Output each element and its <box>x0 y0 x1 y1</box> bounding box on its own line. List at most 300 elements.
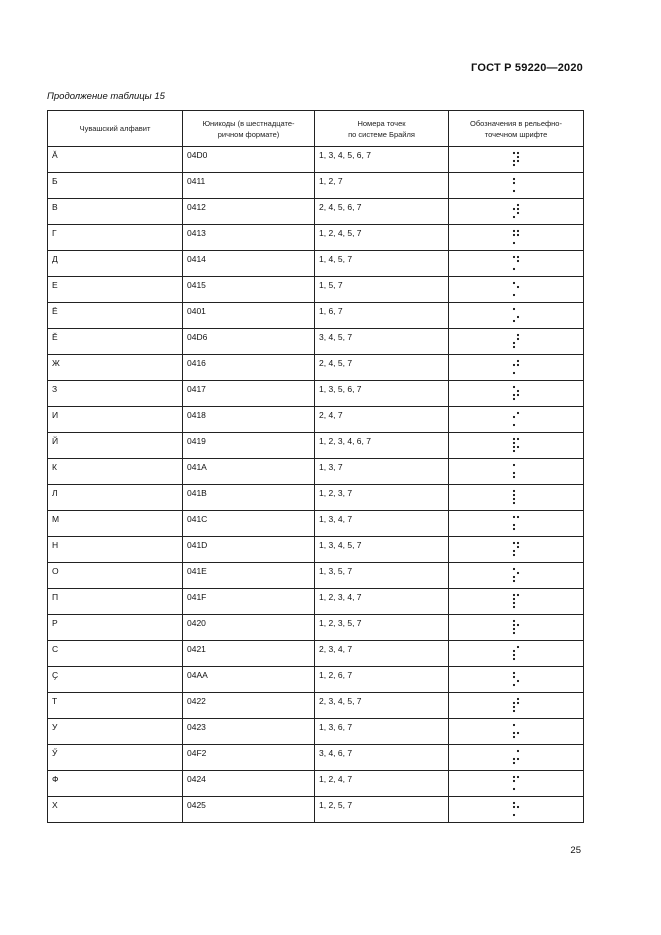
unicode-code-cell <box>183 277 315 303</box>
unicode-code-cell <box>183 667 315 693</box>
braille-dot-6 <box>517 732 519 734</box>
braille-symbol <box>512 385 520 401</box>
table-row <box>48 199 584 225</box>
letter: Г <box>52 228 57 238</box>
unicode-code: 041C <box>187 514 208 524</box>
unicode-code: 0423 <box>187 722 206 732</box>
braille-dot-numbers: 1, 2, 3, 4, 7 <box>319 592 362 602</box>
unicode-code-cell <box>183 199 315 225</box>
braille-symbol-cell <box>449 771 584 797</box>
table-row <box>48 381 584 407</box>
braille-dot-numbers-cell <box>315 381 449 407</box>
unicode-code: 0424 <box>187 774 206 784</box>
document-code: ГОСТ Р 59220—2020 <box>471 62 583 74</box>
braille-dot-numbers-cell <box>315 771 449 797</box>
table-row <box>48 225 584 251</box>
braille-dot-1 <box>513 490 515 492</box>
letter-cell <box>48 563 183 589</box>
unicode-code: 0411 <box>187 176 206 186</box>
braille-symbol-cell <box>449 693 584 719</box>
unicode-code: 0422 <box>187 696 206 706</box>
braille-dot-numbers: 1, 2, 5, 7 <box>319 800 353 810</box>
braille-dot-1 <box>513 724 515 726</box>
unicode-code-cell <box>183 589 315 615</box>
braille-dot-numbers-cell <box>315 251 449 277</box>
letter-cell <box>48 173 183 199</box>
letter-cell <box>48 225 183 251</box>
braille-symbol-cell <box>449 251 584 277</box>
unicode-code-cell <box>183 485 315 511</box>
header-alphabet-line-1: Чувашский алфавит <box>79 124 151 133</box>
braille-dot-7 <box>513 528 515 530</box>
braille-dot-3 <box>513 472 515 474</box>
braille-dot-1 <box>513 308 515 310</box>
table-row <box>48 615 584 641</box>
letter-cell <box>48 641 183 667</box>
unicode-code-cell <box>183 563 315 589</box>
letter-cell <box>48 459 183 485</box>
braille-dot-5 <box>517 364 519 366</box>
braille-dot-1 <box>513 568 515 570</box>
unicode-code-cell <box>183 173 315 199</box>
braille-dot-2 <box>513 650 515 652</box>
braille-dot-numbers: 1, 2, 3, 7 <box>319 488 353 498</box>
braille-dot-numbers-cell <box>315 641 449 667</box>
braille-dot-4 <box>517 334 519 336</box>
braille-dot-1 <box>513 152 515 154</box>
letter-cell <box>48 667 183 693</box>
braille-dot-6 <box>517 212 519 214</box>
braille-dot-7 <box>513 164 515 166</box>
braille-symbol <box>512 541 520 557</box>
braille-symbol-cell <box>449 433 584 459</box>
braille-dot-7 <box>513 216 515 218</box>
letter-cell <box>48 433 183 459</box>
braille-symbol-cell <box>449 173 584 199</box>
braille-dot-1 <box>513 776 515 778</box>
unicode-code: 041D <box>187 540 208 550</box>
braille-dot-numbers-cell <box>315 693 449 719</box>
braille-dot-numbers-cell <box>315 745 449 771</box>
braille-dot-numbers: 1, 2, 7 <box>319 176 343 186</box>
header-dot-numbers-line-1: Номера точек <box>357 118 406 128</box>
letter: Л <box>52 488 58 498</box>
braille-dot-numbers: 1, 2, 6, 7 <box>319 670 353 680</box>
unicode-code: 04D0 <box>187 150 208 160</box>
braille-dot-3 <box>513 628 515 630</box>
unicode-code: 0417 <box>187 384 206 394</box>
letter-cell <box>48 511 183 537</box>
braille-dot-numbers: 1, 2, 3, 5, 7 <box>319 618 362 628</box>
braille-dot-7 <box>513 398 515 400</box>
letter: Ӗ <box>52 332 58 342</box>
braille-dot-4 <box>517 646 519 648</box>
unicode-code-cell <box>183 303 315 329</box>
braille-dot-2 <box>513 624 515 626</box>
braille-dot-7 <box>513 684 515 686</box>
braille-dot-4 <box>517 412 519 414</box>
braille-dot-3 <box>513 160 515 162</box>
letter-cell <box>48 303 183 329</box>
braille-dot-3 <box>513 550 515 552</box>
braille-symbol-cell <box>449 355 584 381</box>
unicode-code: 0420 <box>187 618 206 628</box>
table-row <box>48 303 584 329</box>
letter-cell <box>48 277 183 303</box>
braille-symbol <box>512 359 520 375</box>
table-caption: Продолжение таблицы 15 <box>47 91 165 102</box>
braille-dot-numbers: 3, 4, 6, 7 <box>319 748 353 758</box>
braille-dot-7 <box>513 658 515 660</box>
braille-dot-numbers-cell <box>315 329 449 355</box>
braille-dot-numbers: 2, 3, 4, 5, 7 <box>319 696 362 706</box>
braille-symbol <box>512 281 520 297</box>
braille-dot-numbers-cell <box>315 225 449 251</box>
braille-dot-7 <box>513 606 515 608</box>
braille-dot-7 <box>513 320 515 322</box>
braille-dot-2 <box>513 208 515 210</box>
braille-dot-6 <box>517 160 519 162</box>
header-unicode <box>183 111 315 147</box>
braille-dot-5 <box>517 156 519 158</box>
braille-dot-5 <box>517 260 519 262</box>
letter: Б <box>52 176 58 186</box>
braille-dot-7 <box>513 502 515 504</box>
letter-cell <box>48 329 183 355</box>
braille-dot-3 <box>513 602 515 604</box>
letter: Ҫ <box>52 670 59 680</box>
page-number: 25 <box>570 845 581 856</box>
letter-cell <box>48 615 183 641</box>
letter: М <box>52 514 60 524</box>
unicode-code-cell <box>183 771 315 797</box>
braille-dot-5 <box>517 546 519 548</box>
braille-dot-numbers-cell <box>315 407 449 433</box>
braille-dot-numbers-cell <box>315 615 449 641</box>
header-dot-numbers-line-2: по системе Брайля <box>348 129 415 139</box>
table-row <box>48 537 584 563</box>
braille-symbol-cell <box>449 199 584 225</box>
braille-dot-numbers: 2, 4, 7 <box>319 410 343 420</box>
braille-dot-3 <box>513 342 515 344</box>
braille-dot-4 <box>517 360 519 362</box>
braille-dot-7 <box>513 242 515 244</box>
braille-symbol <box>512 775 520 791</box>
braille-dot-7 <box>513 736 515 738</box>
braille-dot-5 <box>517 806 519 808</box>
unicode-code: 0414 <box>187 254 206 264</box>
table-row <box>48 355 584 381</box>
braille-dot-1 <box>513 594 515 596</box>
unicode-code: 041E <box>187 566 207 576</box>
letter-cell <box>48 537 183 563</box>
braille-dot-4 <box>517 516 519 518</box>
braille-dot-numbers: 1, 3, 4, 5, 6, 7 <box>319 150 371 160</box>
braille-dot-7 <box>513 268 515 270</box>
braille-dot-numbers-cell <box>315 277 449 303</box>
braille-symbol-cell <box>449 563 584 589</box>
braille-symbol-cell <box>449 537 584 563</box>
braille-dot-numbers-cell <box>315 537 449 563</box>
braille-dot-2 <box>513 416 515 418</box>
table-row <box>48 563 584 589</box>
braille-dot-1 <box>513 542 515 544</box>
unicode-code-cell <box>183 641 315 667</box>
unicode-code-cell <box>183 719 315 745</box>
braille-symbol-cell <box>449 277 584 303</box>
braille-dot-numbers: 2, 4, 5, 7 <box>319 358 353 368</box>
braille-dot-6 <box>517 394 519 396</box>
table-row <box>48 667 584 693</box>
letter: О <box>52 566 59 576</box>
braille-dot-7 <box>513 372 515 374</box>
braille-dot-1 <box>513 178 515 180</box>
braille-symbol <box>512 515 520 531</box>
letter: И <box>52 410 59 420</box>
braille-symbol-cell <box>449 615 584 641</box>
table-row <box>48 277 584 303</box>
braille-dot-1 <box>513 620 515 622</box>
unicode-code-cell <box>183 745 315 771</box>
braille-dot-3 <box>513 576 515 578</box>
braille-dot-6 <box>517 316 519 318</box>
braille-dot-2 <box>513 364 515 366</box>
braille-dot-numbers: 1, 3, 4, 5, 7 <box>319 540 362 550</box>
braille-symbol-cell <box>449 745 584 771</box>
braille-dot-numbers: 1, 3, 5, 7 <box>319 566 353 576</box>
braille-dot-7 <box>513 450 515 452</box>
letter: Ӑ <box>52 150 58 160</box>
braille-dot-1 <box>513 282 515 284</box>
braille-dot-1 <box>513 386 515 388</box>
braille-dot-numbers-cell <box>315 199 449 225</box>
braille-dot-numbers-cell <box>315 511 449 537</box>
letter: Р <box>52 618 58 628</box>
braille-dot-4 <box>517 438 519 440</box>
unicode-code: 04F2 <box>187 748 207 758</box>
letter-cell <box>48 407 183 433</box>
braille-dot-3 <box>513 654 515 656</box>
table-row <box>48 511 584 537</box>
braille-symbol <box>512 489 520 505</box>
braille-dot-3 <box>513 706 515 708</box>
braille-symbol-cell <box>449 329 584 355</box>
braille-dot-7 <box>513 294 515 296</box>
braille-dot-2 <box>513 676 515 678</box>
header-unicode-line-2: ричном формате) <box>217 129 280 139</box>
chuvash-braille-table <box>47 110 584 823</box>
unicode-code: 0425 <box>187 800 206 810</box>
table-row <box>48 433 584 459</box>
braille-symbol <box>512 437 520 453</box>
braille-dot-numbers-cell <box>315 147 449 173</box>
braille-dot-4 <box>517 542 519 544</box>
letter: Ж <box>52 358 60 368</box>
braille-dot-7 <box>513 554 515 556</box>
braille-symbol <box>512 671 520 687</box>
braille-dot-7 <box>513 710 515 712</box>
table-row <box>48 147 584 173</box>
braille-dot-numbers: 1, 3, 5, 6, 7 <box>319 384 362 394</box>
braille-dot-2 <box>513 442 515 444</box>
braille-dot-numbers: 2, 3, 4, 7 <box>319 644 353 654</box>
braille-dot-7 <box>513 632 515 634</box>
braille-dot-numbers: 1, 4, 5, 7 <box>319 254 353 264</box>
braille-dot-numbers: 2, 4, 5, 6, 7 <box>319 202 362 212</box>
letter: П <box>52 592 59 602</box>
letter: Х <box>52 800 58 810</box>
braille-dot-numbers: 3, 4, 5, 7 <box>319 332 353 342</box>
letter-cell <box>48 251 183 277</box>
unicode-code: 0401 <box>187 306 206 316</box>
table-row <box>48 719 584 745</box>
braille-symbol <box>512 697 520 713</box>
braille-symbol <box>512 229 520 245</box>
braille-dot-numbers-cell <box>315 563 449 589</box>
braille-symbol-cell <box>449 303 584 329</box>
letter: Й <box>52 436 59 446</box>
braille-dot-5 <box>517 624 519 626</box>
unicode-code-cell <box>183 329 315 355</box>
letter: В <box>52 202 58 212</box>
braille-dot-3 <box>513 446 515 448</box>
braille-dot-5 <box>517 702 519 704</box>
unicode-code-cell <box>183 693 315 719</box>
unicode-code: 0412 <box>187 202 206 212</box>
braille-symbol <box>512 177 520 193</box>
table-header-row <box>48 111 584 147</box>
braille-symbol-cell <box>449 797 584 823</box>
braille-dot-1 <box>513 516 515 518</box>
braille-dot-7 <box>513 762 515 764</box>
header-dot-numbers <box>315 111 449 147</box>
braille-dot-7 <box>513 814 515 816</box>
unicode-code: 04AA <box>187 670 208 680</box>
braille-symbol <box>512 203 520 219</box>
letter: Ё <box>52 306 58 316</box>
braille-dot-numbers-cell <box>315 459 449 485</box>
braille-symbol-cell <box>449 641 584 667</box>
braille-dot-4 <box>517 230 519 232</box>
braille-symbol-cell <box>449 511 584 537</box>
braille-symbol-cell <box>449 225 584 251</box>
braille-dot-1 <box>513 230 515 232</box>
letter-cell <box>48 745 183 771</box>
braille-dot-1 <box>513 802 515 804</box>
table-body <box>48 147 584 823</box>
braille-dot-numbers: 1, 2, 4, 5, 7 <box>319 228 362 238</box>
braille-dot-numbers: 1, 2, 4, 7 <box>319 774 353 784</box>
braille-dot-numbers-cell <box>315 797 449 823</box>
braille-dot-2 <box>513 780 515 782</box>
table-row <box>48 797 584 823</box>
unicode-code-cell <box>183 381 315 407</box>
braille-symbol <box>512 463 520 479</box>
unicode-code-cell <box>183 147 315 173</box>
unicode-code: 0421 <box>187 644 206 654</box>
braille-dot-6 <box>517 446 519 448</box>
braille-dot-3 <box>513 758 515 760</box>
braille-symbol <box>512 255 520 271</box>
table-row <box>48 771 584 797</box>
letter: З <box>52 384 58 394</box>
braille-symbol <box>512 567 520 583</box>
table-row <box>48 407 584 433</box>
braille-symbol <box>512 333 520 349</box>
braille-symbol-cell <box>449 667 584 693</box>
braille-dot-numbers: 1, 6, 7 <box>319 306 343 316</box>
braille-dot-4 <box>517 750 519 752</box>
braille-dot-numbers-cell <box>315 589 449 615</box>
braille-dot-7 <box>513 346 515 348</box>
braille-dot-5 <box>517 286 519 288</box>
letter-cell <box>48 771 183 797</box>
table-row <box>48 173 584 199</box>
letter-cell <box>48 355 183 381</box>
braille-symbol <box>512 723 520 739</box>
braille-dot-1 <box>513 464 515 466</box>
braille-dot-numbers-cell <box>315 433 449 459</box>
braille-dot-4 <box>517 698 519 700</box>
braille-dot-5 <box>517 572 519 574</box>
braille-symbol <box>512 645 520 661</box>
unicode-code: 0416 <box>187 358 206 368</box>
table-row <box>48 745 584 771</box>
braille-dot-7 <box>513 190 515 192</box>
braille-dot-1 <box>513 256 515 258</box>
letter-cell <box>48 719 183 745</box>
header-braille-symbol <box>449 111 584 147</box>
braille-symbol-cell <box>449 147 584 173</box>
braille-dot-6 <box>517 680 519 682</box>
braille-dot-numbers: 1, 3, 7 <box>319 462 343 472</box>
braille-dot-3 <box>513 732 515 734</box>
unicode-code: 04D6 <box>187 332 208 342</box>
braille-symbol-cell <box>449 381 584 407</box>
braille-dot-numbers-cell <box>315 173 449 199</box>
letter: Д <box>52 254 58 264</box>
braille-dot-5 <box>517 390 519 392</box>
unicode-code-cell <box>183 511 315 537</box>
braille-symbol-cell <box>449 459 584 485</box>
braille-dot-2 <box>513 234 515 236</box>
unicode-code: 0418 <box>187 410 206 420</box>
unicode-code: 0419 <box>187 436 206 446</box>
braille-dot-4 <box>517 204 519 206</box>
braille-dot-numbers-cell <box>315 719 449 745</box>
braille-dot-numbers-cell <box>315 355 449 381</box>
unicode-code: 041F <box>187 592 207 602</box>
letter: У <box>52 722 58 732</box>
braille-dot-7 <box>513 476 515 478</box>
braille-dot-2 <box>513 806 515 808</box>
braille-symbol <box>512 411 520 427</box>
braille-dot-5 <box>517 338 519 340</box>
braille-symbol-cell <box>449 719 584 745</box>
unicode-code-cell <box>183 797 315 823</box>
braille-dot-4 <box>517 152 519 154</box>
table-row <box>48 485 584 511</box>
braille-dot-2 <box>513 702 515 704</box>
braille-dot-6 <box>517 758 519 760</box>
letter-cell <box>48 381 183 407</box>
braille-dot-2 <box>513 494 515 496</box>
letter-cell <box>48 589 183 615</box>
braille-dot-numbers-cell <box>315 303 449 329</box>
braille-dot-7 <box>513 788 515 790</box>
braille-dot-numbers-cell <box>315 667 449 693</box>
braille-dot-1 <box>513 672 515 674</box>
